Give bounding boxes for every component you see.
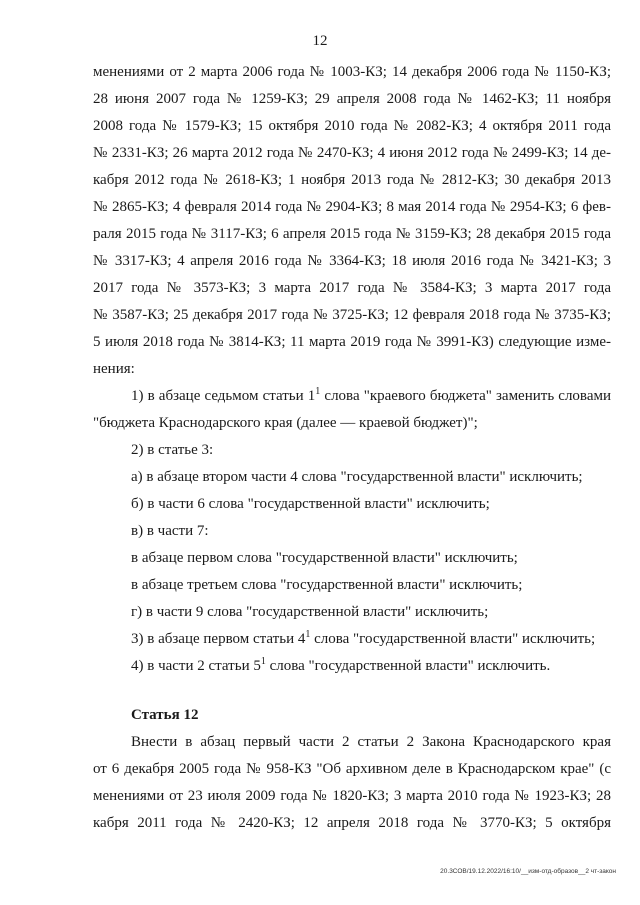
item-2: 2) в статье 3: — [131, 442, 214, 458]
article-line: менениями от 23 июля 2009 года № 1820-КЗ; 3 марта 2010 года № 1923-КЗ; 28 — [93, 788, 611, 804]
superscript: 1 — [315, 386, 321, 397]
body-line: № 2865-КЗ; 4 февраля 2014 года № 2904-КЗ; 8 мая 2014 года № 2954-КЗ; 6 фев- — [93, 199, 611, 215]
item-3: 3) в абзаце первом статьи $4^1$ слова "государственной власти" исключить; — [131, 629, 596, 647]
item-2b: б) в части 6 слова "государственной власти" исключить; — [131, 496, 490, 512]
body-line: 2017 года № 3573-КЗ; 3 марта 2017 года № 3584-КЗ; 3 марта 2017 года — [93, 280, 611, 296]
footer-file-reference: 20.3СОВ/19.12.2022/16:10/__изм-отд-образов__2 чт-закон — [440, 868, 616, 875]
body-line: 2008 года № 1579-КЗ; 15 октября 2010 года № 2082-КЗ; 4 октября 2011 года — [93, 118, 611, 134]
body-line: № 3587-КЗ; 25 декабря 2017 года № 3725-КЗ; 12 февраля 2018 года № 3735-КЗ; — [93, 307, 611, 323]
body-line: № 2331-КЗ; 26 марта 2012 года № 2470-КЗ; 4 июня 2012 года № 2499-КЗ; 14 де- — [93, 145, 611, 161]
page-number: 12 — [312, 33, 328, 49]
article-line: от 6 декабря 2005 года № 958-КЗ "Об архивном деле в Краснодарском крае" (с — [93, 761, 611, 777]
item-1-continuation: "бюджета Краснодарского края (далее — краевой бюджет)"; — [93, 415, 478, 431]
item-2v-paragraph-3: в абзаце третьем слова "государственной власти" исключить; — [131, 577, 523, 593]
article-line: кабря 2011 года № 2420-КЗ; 12 апреля 2018 года № 3770-КЗ; 5 октября — [93, 815, 611, 831]
body-line: 5 июля 2018 года № 3814-КЗ; 11 марта 2019 года № 3991-КЗ) следующие изме- — [93, 334, 611, 350]
item-2a: а) в абзаце втором части 4 слова "государственной власти" исключить; — [131, 469, 583, 485]
body-line: № 3317-КЗ; 4 апреля 2016 года № 3364-КЗ; 18 июля 2016 года № 3421-КЗ; 3 — [93, 253, 611, 269]
item-2v-paragraph-1: в абзаце первом слова "государственной власти" исключить; — [131, 550, 518, 566]
article-heading: Статья 12 — [131, 707, 199, 723]
item-2g: г) в части 9 слова "государственной власти" исключить; — [131, 604, 489, 620]
item-2v: в) в части 7: — [131, 523, 209, 539]
body-line: менениями от 2 марта 2006 года № 1003-КЗ; 14 декабря 2006 года № 1150-КЗ; — [93, 64, 611, 80]
item-4: 4) в части 2 статьи $5^1$ слова "государственной власти" исключить. — [131, 656, 551, 674]
body-line: раля 2015 года № 3117-КЗ; 6 апреля 2015 года № 3159-КЗ; 28 декабря 2015 года — [93, 226, 611, 242]
article-line: Внести в абзац первый части 2 статьи 2 Закона Краснодарского края — [131, 734, 611, 750]
superscript: 1 — [305, 629, 311, 640]
superscript: 1 — [260, 656, 266, 667]
item-1: 1) в абзаце седьмом статьи $1^1$ слова "краевого бюджета" заменить словами — [131, 386, 611, 404]
body-line: кабря 2012 года № 2618-КЗ; 1 ноября 2013 года № 2812-КЗ; 30 декабря 2013 — [93, 172, 611, 188]
body-line: нения: — [93, 361, 135, 377]
body-line: 28 июня 2007 года № 1259-КЗ; 29 апреля 2008 года № 1462-КЗ; 11 ноября — [93, 91, 611, 107]
